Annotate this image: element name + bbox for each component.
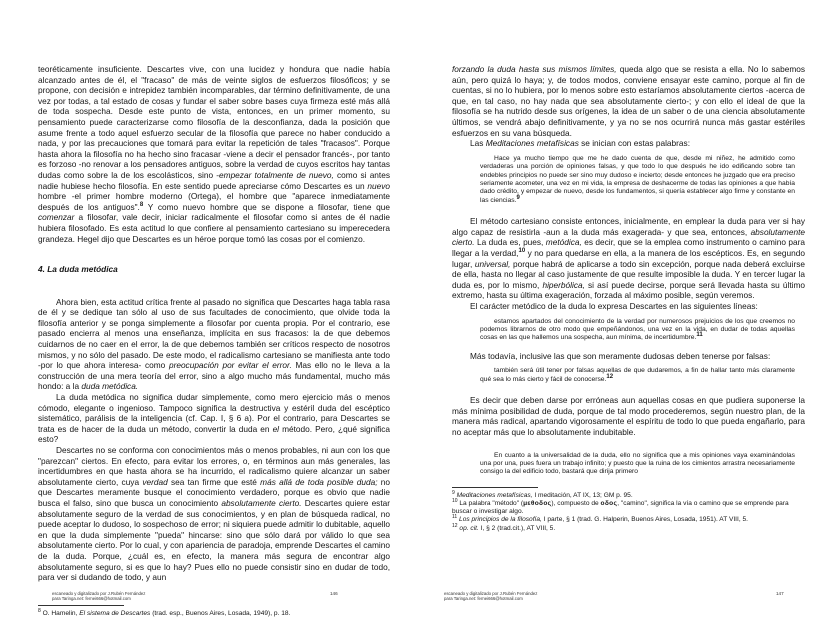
footnote-12: $^{12}$ op. cit. I, § 2 (trad.cit.), AT VIII, 5. bbox=[452, 522, 556, 532]
section-heading: 4. La duda metódica bbox=[38, 264, 118, 275]
paragraph: Es decir que deben darse por erróneas aun aquellas cosas en que pudiera suponerse la más mínima posibilidad de duda, porque de tal modo procederemos, según nuestro plan, de la manera más radical, apartando vigorosamente el espíritu de todo lo que pueda engañarlo, para no aceptar más que lo absolutamente indubitable. bbox=[452, 395, 805, 437]
page-number: 146 bbox=[330, 591, 338, 596]
right-page bbox=[414, 0, 829, 640]
page-number: 147 bbox=[776, 591, 784, 596]
paragraph: Ahora bien, esta actitud crítica frente al pasado no significa que Descartes haga tabla rasa de él y se dedique tan sólo al uso de sus facultades de conocimiento, que olvide toda la filosofía anterior y se ponga simplemente a filosofar por cuenta propia. Por el contrario, ese pasado encierra al menos una enseñanza, implícita en sus fracasos: la de que debemos cuidarnos de no caer en el error, la de que debemos también ser críticos respecto de nosotros mismos, y no sólo del pasado. De este modo, el radicalismo cartesiano se manifiesta ante todo -por lo que ahora interesa- como preocupación por evitar el error. Mas ello no le lleva a la construcción de una mera teoría del error, sino a algo mucho más fundamental, mucho más hondo: a la duda metódica. bbox=[38, 296, 390, 392]
page-footer-credit: escaneado y digitalizado por J.Rubén Fernández para Taringa.net: fernei666@hotmail.com bbox=[444, 591, 538, 602]
block-quote: En cuanto a la universalidad de la duda, ello no significa que a mis opiniones vaya examinándolas una por una, pues fuera un trabajo infinito; y puesto que la ruina de los cimientos arrastra necesariamente consigo la del edificio todo, bastará que dirija primero bbox=[480, 451, 795, 476]
footnote-ref-12: 12 bbox=[606, 373, 614, 380]
paragraph: Las Meditaciones metafísicas se inician con estas palabras: bbox=[470, 138, 690, 149]
left-page bbox=[0, 0, 414, 640]
footnote-ref-9: 9 bbox=[516, 194, 520, 201]
paragraph: Más todavía, inclusive las que son meramente dudosas deben tenerse por falsas: bbox=[470, 350, 771, 361]
footnote-divider bbox=[38, 605, 124, 606]
footnote-ref-11: 11 bbox=[696, 332, 703, 339]
paragraph: El carácter metódico de la duda lo expresa Descartes en las siguientes líneas: bbox=[470, 300, 758, 311]
footnote-10: $^{10}$ La palabra "método" (μεθοδος), compuesto de οδος, "camino", significa la vía o camino que se emprende para buscar o investigar algo. bbox=[452, 497, 789, 516]
footnote-11: $^{11}$ Los principios de la filosofía, I parte, § 1 (trad. G. Halperin, Buenos Aires, Losada, 1951). AT VIII, 5. bbox=[452, 514, 748, 524]
paragraph: Descartes no se conforma con conocimientos más o menos probables, ni aun con los que "parezcan" ciertos. En efecto, para evitar los errores, o, en términos aun más generales, las incertidumbres en que hasta ahora se ha incurrido, el radicalismo quiere alcanzar un saber absolutamente cierto, cuya verdad sea tan firme que esté más allá de toda posible duda; no que Descartes meramente busque el conocimiento verdadero, porque es obvio que nadie busca el falso, sino que busca un conocimiento absolutamente cierto. Descartes quiere estar absolutamente seguro de la verdad de sus conocimientos, y en plan de búsqueda radical, no puede aceptar lo dudoso, lo sospechoso de error; ni siquiera puede admitir lo dubitable, aquello en que la duda simplemente "pueda" hincarse: sino que sólo dará por válido lo que sea absolutamente cierto. Por lo cual, y con apariencia de paradoja, emprende Descartes el camino de la duda. Porque, ¿cuál es, en efecto, la manera más segura de encontrar algo absolutamente seguro, si es que lo hay? Pues ello no puede consistir sino en dudar de todo, para ver si dudando de todo, y aun bbox=[38, 445, 391, 583]
paragraph: forzando la duda hasta sus mismos límites, queda algo que se resista a ella. No lo sabemos aún, pero quizá lo haya; y, de todos modos, conviene ensayar este camino, porque al fin de cuentas, si no lo hubiera, por lo menos sobre esto estaríamos absolutamente ciertos -acerca de que, en tal caso, no hay nada que sea absolutamente cierto-; y con ello el ideal de que la filosofía se ha nutrido desde sus orígenes, la idea de un saber o de una ciencia absolutamente últimos, se vendrá abajo definitivamente, y ya no se nos ocurrirá nunca más gastar estériles esfuerzos en su vana búsqueda. bbox=[452, 64, 805, 138]
left-page-text-column bbox=[38, 64, 390, 618]
paragraph: El método cartesiano consiste entonces, inicialmente, en emplear la duda para ver si hay algo capaz de resistirla -aun a la duda más exagerada- y que sea, entonces, absolutamente cierto. La duda es, pues, metódica, es decir, que se la emplea como instrumento o camino para llegar a la verdad,$^{10}$ y no para quedarse en ella, a la manera de los escépticos. Es, en segundo lugar, universal, porque habrá de aplicarse a todo sin excepción, porque nada deberá excluirse de ella, hasta no llegar al caso justamente de que resulte imposible la duda. Y en tercer lugar la duda es, por lo mismo, hiperbólica, si así puede decirse, porque será llevada hasta su último extremo, hasta su última exageración, forzada al máximo posible, según veremos. bbox=[452, 216, 805, 301]
right-page-text-column bbox=[452, 64, 805, 533]
block-quote: Hace ya mucho tiempo que me he dado cuenta de que, desde mi niñez, he admitido como verdaderas una porción de opiniones falsas, y que todo lo que después he ido edificando sobre tan endebles principios no puede ser sino muy dudoso e incierto; desde entonces he juzgado que era preciso seriamente acometer, una vez en mi vida, la empresa de deshacerme de todas las opiniones a que había dado crédito, y empezar de nuevo, desde los fundamentos, si quería establecer algo firme y constante en las ciencias.$^9$ bbox=[480, 154, 795, 204]
paragraph: teoréticamente insuficiente. Descartes vive, con una lucidez y hondura que nadie había alcanzado antes de él, el "fracaso" de más de veinte siglos de esfuerzos filosóficos; y se propone, con decisión e intrepidez también incomparables, dar término definitivamente, de una vez por todas, a tal estado de cosas y fundar el saber sobre bases cuya firmeza esté más allá de toda sospecha. Desde este punto de vista, entonces, en un primer momento, su pensamiento puede caracterizarse como filosofía de la desconfianza, dada la posición que asume frente a todo aquel esfuerzo secular de la filosofía que parece no haber conducido a nada, y por las precauciones que tomará para evitar la repetición de tales "fracasos". Porque hasta ahora la filosofía no ha hecho sino fracasar -viene a decir el pensador francés-, por tanto es forzoso -no renovar a los pensadores antiguos, sobre la verdad de cuyos escritos hay tantas dudas como sobre la de los escolásticos, sino -empezar totalmente de nuevo, como si antes nadie hubiese hecho filosofía. En este sentido puede apreciarse cómo Descartes es un nuevo hombre -el primer hombre moderno (Ortega), el hombre que "aparece inmediatamente después de los antiguos".$^8$ Y como nuevo hombre que se dispone a filosofar, tiene que comenzar a filosofar, vale decir, iniciar radicalmente el filosofar como si antes de él nadie hubiera filosofado. Es esta actitud lo que confiere al pensamiento cartesiano su imperecedera grandeza. Hegel dijo que Descartes es un héroe porque tomó las cosas por el comienzo. bbox=[38, 64, 390, 244]
footnote-8: $^8$ O. Hamelin, El sistema de Descartes (trad. esp., Buenos Aires, Losada, 1949), p. 18. bbox=[38, 607, 291, 617]
footnote-divider bbox=[452, 487, 538, 488]
footnote-ref-8: 8 bbox=[139, 201, 144, 208]
block-quote: también será útil tener por falsas aquellas de que dudaremos, a fin de hallar tanto más claramente qué sea lo más cierto y fácil de conocerse.$^{12}$ bbox=[480, 367, 795, 383]
page-footer-credit: escaneado y digitalizado por J.Rubén Fernández para Taringa.net: fernei666@hotmail.com bbox=[52, 591, 146, 602]
footnote-9: $^9$ Meditaciones metafísicas, I meditación, AT IX, 13; GM p. 95. bbox=[452, 489, 633, 499]
paragraph: La duda metódica no significa dudar simplemente, como mero ejercicio más o menos cómodo, elegante o ingenioso. Tampoco significa la destructiva y estéril duda del escéptico sistemático, parálisis de la inteligencia (cf. Cap. I, § 6 a). Por el contrario, para Descartes se trata es de hacer de la duda un método, convertir la duda en el método. Pero, ¿qué significa esto? bbox=[38, 392, 391, 445]
block-quote: estamos apartados del conocimiento de la verdad por numerosos prejuicios de los que creemos no podemos librarnos de otro modo que empeñándonos, una vez en la vida, en dudar de todas aquellas cosas en las que hallemos una sospecha, aun mínima, de incertidumbre.$^{11}$ bbox=[480, 317, 795, 342]
footnote-ref-10: 10 bbox=[518, 248, 526, 255]
